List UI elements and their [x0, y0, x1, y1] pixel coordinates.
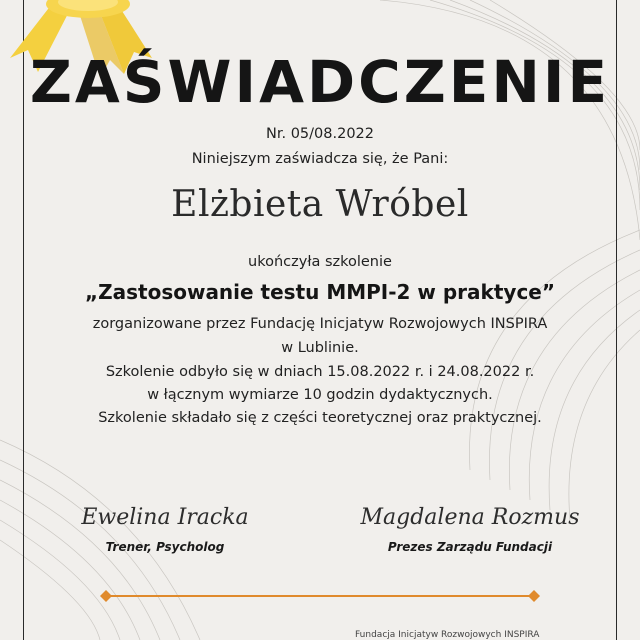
signature-trainer: Ewelina Iracka [81, 505, 249, 530]
signature-president: Magdalena Rozmus [360, 505, 580, 530]
body-line: Szkolenie składało się z części teoretycznej oraz praktycznej. [98, 410, 542, 426]
body-line: Szkolenie odbyło się w dniach 15.08.2022 r. i 24.08.2022 r. [105, 364, 535, 380]
course-title: „Zastosowanie testu MMPI-2 w praktyce” [84, 280, 556, 304]
signature-president-role: Prezes Zarządu Fundacji [387, 540, 553, 554]
footer-text: Fundacja Inicjatyw Rozwojowych INSPIRA [355, 630, 540, 640]
body-line: w Lublinie. [281, 340, 359, 356]
certificate-intro: Niniejszym zaświadcza się, że Pani: [191, 151, 449, 167]
orange-divider [100, 588, 540, 604]
completed-text: ukończyła szkolenie [248, 254, 392, 270]
body-line: w łącznym wymiarze 10 godzin dydaktycznych. [147, 387, 493, 403]
certificate-title: ZAŚWIADCZENIE [29, 48, 611, 116]
signature-trainer-role: Trener, Psycholog [105, 540, 225, 554]
recipient-name: Elżbieta Wróbel [171, 184, 469, 225]
certificate-number: Nr. 05/08.2022 [266, 126, 374, 142]
body-line: zorganizowane przez Fundację Inicjatyw Rozwojowych INSPIRA [92, 316, 548, 332]
